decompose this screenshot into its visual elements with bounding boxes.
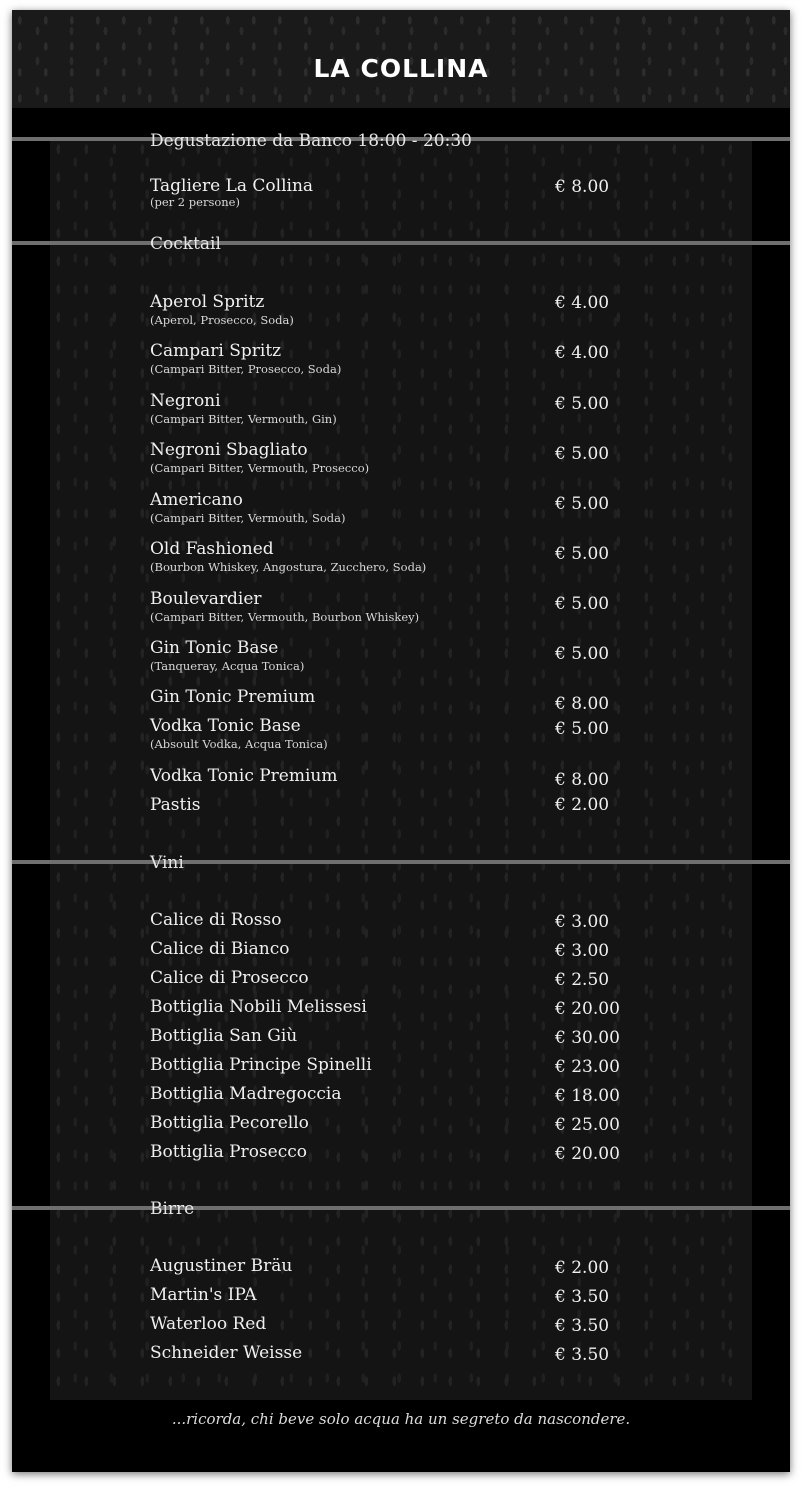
item-price: € 23.00 (555, 1057, 620, 1077)
item-price: € 4.00 (555, 343, 610, 363)
item-price: € 5.00 (555, 719, 610, 739)
item-name: Bottiglia Pecorello (150, 1113, 309, 1133)
menu-item (150, 1342, 670, 1366)
menu-header (12, 10, 790, 108)
item-name: Negroni (150, 391, 221, 411)
menu-item (150, 909, 670, 933)
item-name: Calice di Bianco (150, 939, 290, 959)
item-price: € 30.00 (555, 1028, 620, 1048)
item-price: € 20.00 (555, 999, 620, 1019)
item-name: Bottiglia Principe Spinelli (150, 1055, 372, 1075)
menu-item (150, 489, 670, 525)
item-price: € 5.00 (555, 494, 610, 514)
menu-item (150, 1112, 670, 1136)
item-price: € 5.00 (555, 594, 610, 614)
footer-quote: ...ricorda, chi beve solo acqua ha un segreto da nascondere. (171, 1410, 631, 1428)
item-price: € 2.50 (555, 970, 610, 990)
item-description: (Campari Bitter, Vermouth, Gin) (150, 412, 337, 426)
item-price: € 5.00 (555, 394, 610, 414)
item-name: Aperol Spritz (150, 292, 265, 312)
section-title-degustazione: Degustazione da Banco 18:00 - 20:30 (150, 131, 472, 151)
menu-item (150, 765, 670, 789)
item-name: Bottiglia San Giù (150, 1026, 298, 1046)
item-name: Waterloo Red (150, 1314, 267, 1334)
item-description: (per 2 persone) (150, 195, 240, 209)
menu-item (150, 291, 670, 327)
item-description: (Tanqueray, Acqua Tonica) (150, 659, 305, 673)
menu-item (150, 794, 670, 818)
item-name: Vodka Tonic Premium (150, 766, 338, 786)
item-price: € 3.50 (555, 1345, 610, 1365)
divider (12, 241, 790, 245)
item-price: € 5.00 (555, 644, 610, 664)
item-price: € 3.00 (555, 941, 610, 961)
item-name: Vodka Tonic Base (150, 716, 301, 736)
item-name: Bottiglia Nobili Melissesi (150, 997, 367, 1017)
section-title-cocktail: Cocktail (150, 234, 221, 254)
item-name: Negroni Sbagliato (150, 440, 308, 460)
item-price: € 3.50 (555, 1316, 610, 1336)
menu-card (12, 10, 790, 1472)
item-name: Americano (150, 490, 243, 510)
item-description: (Campari Bitter, Vermouth, Prosecco) (150, 461, 370, 475)
item-price: € 2.00 (555, 1258, 610, 1278)
item-price: € 8.00 (555, 770, 610, 790)
item-price: € 3.50 (555, 1287, 610, 1307)
item-description: (Bourbon Whiskey, Angostura, Zucchero, Soda) (150, 560, 427, 574)
item-name: Augustiner Bräu (150, 1256, 293, 1276)
item-description: (Aperol, Prosecco, Soda) (150, 313, 294, 327)
menu-item (150, 1313, 670, 1337)
item-name: Bottiglia Madregoccia (150, 1084, 342, 1104)
menu-item (150, 996, 670, 1020)
item-description: (Campari Bitter, Vermouth, Bourbon Whiskey) (150, 610, 420, 624)
item-name: Pastis (150, 795, 201, 815)
item-name: Boulevardier (150, 589, 262, 609)
menu-item (150, 340, 670, 376)
menu-item (150, 439, 670, 475)
item-name: Gin Tonic Base (150, 638, 279, 658)
divider (12, 1206, 790, 1210)
item-description: (Absoult Vodka, Acqua Tonica) (150, 737, 328, 751)
item-name: Campari Spritz (150, 341, 282, 361)
menu-item (150, 1141, 670, 1165)
item-price: € 8.00 (555, 694, 610, 714)
item-price: € 2.00 (555, 795, 610, 815)
menu-item (150, 588, 670, 624)
menu-item (150, 715, 670, 751)
menu-item (150, 1083, 670, 1107)
section-title-vini: Vini (150, 853, 184, 873)
menu-item (150, 686, 670, 714)
menu-item (150, 175, 670, 209)
item-name: Martin's IPA (150, 1285, 257, 1305)
menu-item (150, 1284, 670, 1308)
divider (12, 860, 790, 864)
menu-item (150, 938, 670, 962)
item-name: Bottiglia Prosecco (150, 1142, 307, 1162)
logo: LA COLLINA (313, 54, 489, 83)
item-price: € 25.00 (555, 1115, 620, 1135)
item-description: (Campari Bitter, Vermouth, Soda) (150, 511, 346, 525)
item-name: Gin Tonic Premium (150, 687, 316, 707)
item-name: Calice di Rosso (150, 910, 282, 930)
item-description: (Campari Bitter, Prosecco, Soda) (150, 362, 342, 376)
item-price: € 20.00 (555, 1144, 620, 1164)
item-name: Old Fashioned (150, 539, 274, 559)
menu-item (150, 1054, 670, 1078)
item-name: Schneider Weisse (150, 1343, 303, 1363)
item-price: € 8.00 (555, 177, 610, 197)
item-price: € 18.00 (555, 1086, 620, 1106)
menu-item (150, 390, 670, 426)
menu-item (150, 1255, 670, 1279)
menu-item (150, 967, 670, 991)
menu-item (150, 538, 670, 574)
item-price: € 5.00 (555, 444, 610, 464)
item-price: € 5.00 (555, 544, 610, 564)
item-price: € 3.00 (555, 912, 610, 932)
item-price: € 4.00 (555, 293, 610, 313)
item-name: Calice di Prosecco (150, 968, 309, 988)
menu-item (150, 637, 670, 673)
item-name: Tagliere La Collina (150, 176, 314, 196)
menu-item (150, 1025, 670, 1049)
section-title-birre: Birre (150, 1199, 195, 1219)
